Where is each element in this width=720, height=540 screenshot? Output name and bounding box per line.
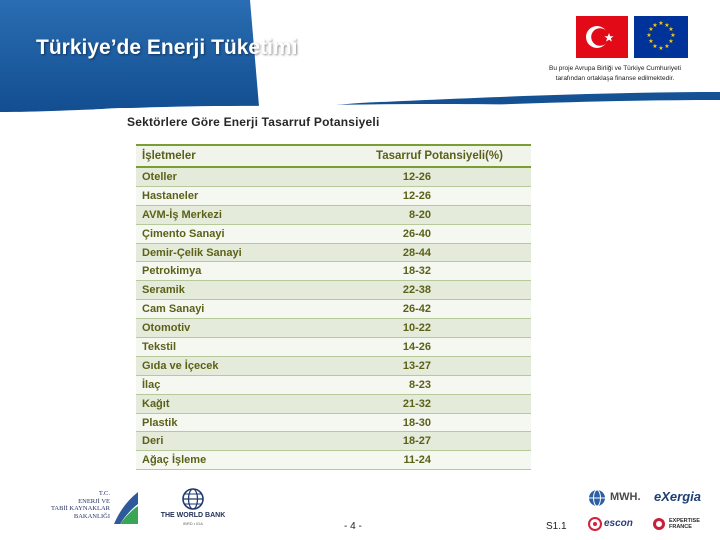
potential-cell: 22-38 (402, 284, 431, 297)
potential-cell: 18-27 (402, 435, 431, 448)
svg-text:★: ★ (664, 43, 670, 50)
table-header-row (136, 146, 531, 168)
ministry-line1: T.C. (98, 490, 110, 497)
funding-note (512, 64, 718, 84)
table-row (136, 187, 531, 206)
escon-mark-icon (588, 517, 602, 531)
table-row (136, 262, 531, 281)
sector-cell: Tekstil (142, 340, 177, 353)
potential-cell: 8-20 (408, 208, 431, 221)
potential-cell: 12-26 (402, 189, 431, 202)
sector-cell: Demir-Çelik Sanayi (142, 246, 242, 259)
svg-text:★: ★ (664, 22, 670, 29)
sector-cell: AVM-İş Merkezi (142, 208, 222, 221)
world-bank-logo (152, 488, 234, 528)
potential-cell: 18-30 (402, 416, 431, 429)
svg-text:★: ★ (648, 38, 654, 45)
table-row (136, 300, 531, 319)
table-row (136, 281, 531, 300)
sector-cell: Gıda ve İçecek (142, 359, 219, 372)
slide-title: Türkiye’de Enerji Tüketimi (36, 36, 298, 59)
potential-cell: 11-24 (403, 454, 431, 467)
turkey-flag-icon (576, 16, 628, 58)
sector-cell: Plastik (142, 416, 178, 429)
sector-cell: Çimento Sanayi (142, 227, 225, 240)
table-row (136, 206, 531, 225)
sector-cell: Kağıt (142, 397, 170, 410)
column-header-sector: İşletmeler (142, 150, 196, 162)
expertise-text: EXPERTISE FRANCE (669, 518, 700, 530)
table-row (136, 432, 531, 451)
svg-text:★: ★ (658, 45, 664, 52)
table-row (136, 225, 531, 244)
world-bank-name: THE WORLD BANK (160, 512, 226, 519)
slide-code: S1.1 (546, 521, 567, 532)
ministry-emblem-icon (112, 490, 140, 526)
escon-text: escon (604, 518, 633, 529)
savings-table (136, 144, 531, 467)
table-row (136, 451, 531, 470)
page-number: - 4 - (344, 521, 362, 532)
potential-cell: 12-26 (402, 170, 431, 183)
globe-icon (182, 488, 204, 510)
funding-note-line1: Bu proje Avrupa Birliği ve Türkiye Cumhuriyeti (549, 65, 681, 72)
potential-cell: 10-22 (402, 322, 431, 335)
sector-cell: Ağaç İşleme (142, 454, 207, 467)
sector-cell: Cam Sanayi (142, 303, 205, 316)
table-row (136, 244, 531, 263)
potential-cell: 8-23 (408, 378, 431, 391)
exergia-logo: eXergia (654, 489, 701, 504)
ministry-line3: TABİİ KAYNAKLAR (50, 505, 110, 512)
mwh-text: MWH. (610, 491, 641, 503)
table-row (136, 376, 531, 395)
table-row (136, 168, 531, 187)
sector-cell: İlaç (142, 378, 161, 391)
potential-cell: 18-32 (402, 265, 431, 278)
ministry-logo (28, 486, 140, 530)
ministry-line4: BAKANLIĞI (73, 512, 110, 520)
expertise-mark-icon (652, 517, 666, 531)
potential-cell: 13-27 (402, 359, 431, 372)
potential-cell: 28-44 (402, 246, 431, 259)
table-row (136, 357, 531, 376)
potential-cell: 26-42 (402, 303, 431, 316)
funding-note-line2: tarafından ortaklaşa finanse edilmektedir. (555, 75, 675, 82)
svg-text:★: ★ (658, 20, 664, 27)
mwh-globe-icon (588, 489, 606, 507)
sector-cell: Deri (142, 435, 164, 448)
sector-cell: Otomotiv (142, 322, 191, 335)
mwh-logo (588, 488, 650, 508)
svg-text:★: ★ (668, 26, 674, 33)
ministry-line2: ENERJİ VE (78, 497, 110, 505)
potential-cell: 14-26 (402, 340, 431, 353)
column-header-potential: Tasarruf Potansiyeli(%) (376, 150, 503, 162)
table-body (136, 168, 531, 470)
sector-cell: Seramik (142, 284, 185, 297)
sector-cell: Oteller (142, 170, 177, 183)
sector-cell: Hastaneler (142, 189, 199, 202)
table-row (136, 414, 531, 433)
sector-cell: Petrokimya (142, 265, 202, 278)
table-row (136, 338, 531, 357)
svg-text:★: ★ (670, 32, 676, 39)
potential-cell: 21-32 (402, 397, 431, 410)
table-title: Sektörlere Göre Enerji Tasarruf Potansiyeli (127, 115, 380, 129)
svg-text:★: ★ (646, 32, 652, 39)
svg-text:★: ★ (652, 43, 658, 50)
svg-text:★: ★ (668, 38, 674, 45)
eu-flag-icon (634, 16, 688, 58)
table-row (136, 395, 531, 414)
expertise-france-logo (652, 516, 714, 534)
table-row (136, 319, 531, 338)
escon-logo (588, 516, 638, 534)
world-bank-subtitle: IBRD • IDA (183, 521, 203, 526)
svg-text:★: ★ (652, 22, 658, 29)
svg-text:★: ★ (648, 26, 654, 33)
potential-cell: 26-40 (402, 227, 431, 240)
